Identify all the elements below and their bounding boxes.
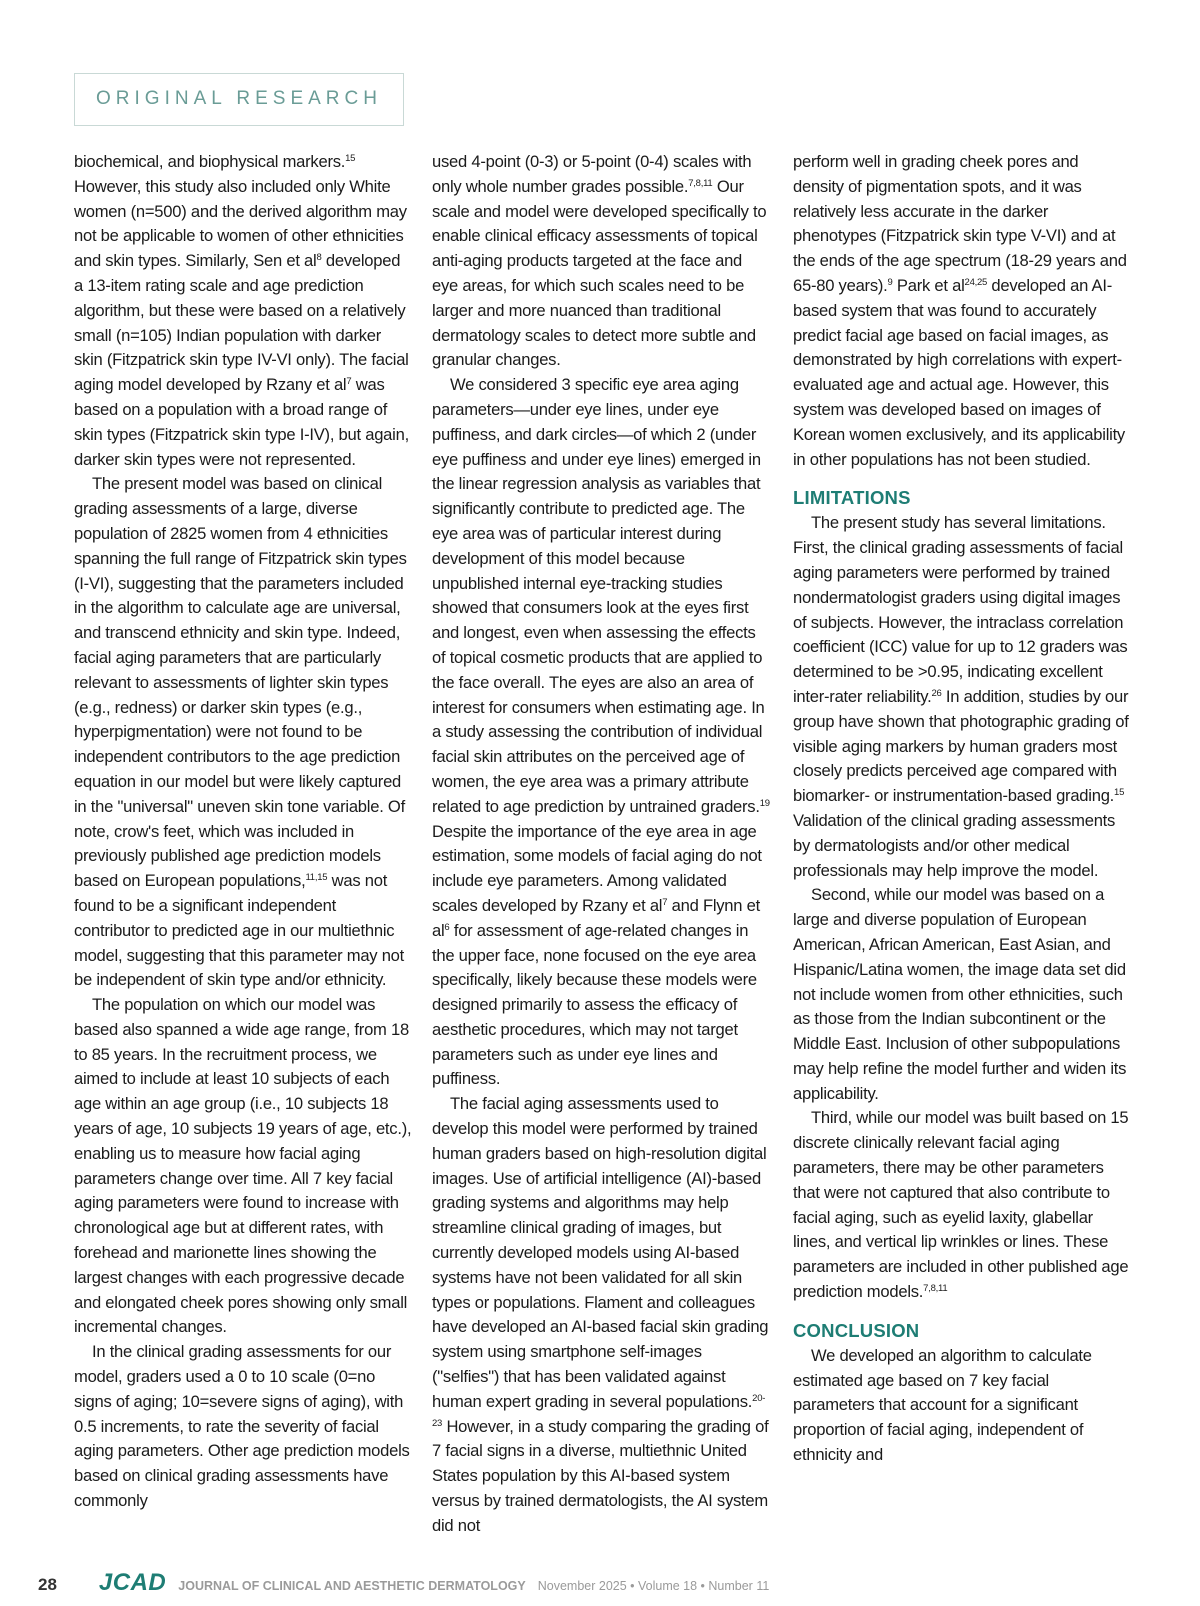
paragraph: used 4-point (0-3) or 5-point (0-4) scales with only whole number grades possible.$^{7,8,11}$ Our scale and model were developed specifically to enable clinical efficacy assessments of topical anti-aging products targeted at the face and eye areas, for which such scales need to be larger and more nuanced than traditional dermatology scales to detect more subtle and granular changes. (432, 152, 767, 370)
section-label: ORIGINAL RESEARCH (96, 88, 382, 109)
citation: 11,15 (305, 872, 328, 884)
paragraph: The facial aging assessments used to develop this model were performed by trained human graders based on high-resolution digital images. Use of artificial intelligence (AI)-based grading systems and algorithms may help streamline clinical grading of images, but currently developed models using AI-based systems have not been validated for all skin types or populations. Flament and colleagues have developed an AI-based facial skin grading system using smartphone self-images ("selfies") that has been validated against human expert grading in several populations.$^{20-23}$ However, in a study comparing the grading of 7 facial signs in a diverse, multiethnic United States population by this AI-based system versus by trained dermatologists, the AI system did not (432, 1094, 769, 1535)
paragraph: Second, while our model was based on a large and diverse population of European American, African American, East Asian, and Hispanic/Latina women, the image data set did not include women from other ethnicities, such as those from the Indian subcontinent or the Middle East. Inclusion of other subpopulations may help refine the model further and widen its applicability. (793, 885, 1127, 1103)
citation: 9 (887, 276, 893, 288)
paragraph: We developed an algorithm to calculate estimated age based on 7 key facial parameters that account for a significant proportion of facial aging, independent of ethnicity and (793, 1345, 1092, 1465)
citation: 7 (662, 896, 668, 908)
paragraph: The population on which our model was based also spanned a wide age range, from 18 to 85 years. In the recruitment process, we aimed to include at least 10 subjects of each age within an age group (i.e., 10 subjects 18 years of age, 10 subjects 19 years of age, etc.), enabling us to measure how facial aging parameters change over time. All 7 key facial aging parameters were found to increase with chronological age but at different rates, with forehead and marionette lines showing the largest changes with each progressive decade and elongated cheek pores showing only small incremental changes. (74, 995, 412, 1337)
text-column-3 (793, 150, 1131, 1468)
page-number: 28 (38, 1575, 57, 1594)
citation: 26 (931, 687, 942, 699)
paragraph: The present model was based on clinical grading assessments of a large, diverse population of 2825 women from 4 ethnicities spanning the full range of Fitzpatrick skin types (I-VI), suggesting that the parameters included in the algorithm to calculate age are universal, and transcend ethnicity and skin type. Indeed, facial aging parameters that are particularly relevant to assessments of lighter skin types (e.g., redness) or darker skin types (e.g., hyperpigmentation) were not found to be independent contributors to the age prediction equation in our model but were likely captured in the "universal" uneven skin tone variable. Of note, crow's feet, which was included in previously published age prediction models based on European populations,$^{11,15}$ was not found to be a significant independent contributor to predicted age in our multiethnic model, suggesting that this parameter may not be independent of skin type and/or ethnicity. (74, 474, 407, 990)
journal-name: JOURNAL OF CLINICAL AND AESTHETIC DERMATOLOGY (178, 1579, 526, 1593)
citation: 7 (346, 376, 352, 388)
paragraph: biochemical, and biophysical markers.$^{15}$ However, this study also included only White women (n=500) and the derived algorithm may not be applicable to women of other ethnicities and skin types. Similarly, Sen et $al^8$ developed a 13-item rating scale and age prediction algorithm, but these were based on a relatively small (n=105) Indian population with darker skin (Fitzpatrick skin type IV-VI only). The facial aging model developed by Rzany et $al^7$ was based on a population with a broad range of skin types (Fitzpatrick skin type I-IV), but again, darker skin types were not represented. (74, 152, 409, 469)
text-column-2 (432, 150, 770, 1539)
paragraph: We considered 3 specific eye area aging parameters—under eye lines, under eye puffiness, and dark circles—of which 2 (under eye puffiness and under eye lines) emerged in the linear regression analysis as variables that significantly contribute to predicted age. The eye area was of particular interest during development of this model because unpublished internal eye-tracking studies showed that consumers look at the eyes first and longest, even when assessing the effects of topical cosmetic products that are applied to the face overall. The eyes are also an area of interest for consumers when estimating age. In a study assessing the contribution of individual facial skin attributes on the perceived age of women, the eye area was a primary attribute related to age prediction by untrained graders.$^{19}$ Despite the importance of the eye area in age estimation, some models of facial aging do not include eye parameters. Among validated scales developed by Rzany et $al^7$ and Flynn et $al^6$ for assessment of age-related changes in the upper face, none focused on the eye area specifically, likely because these models were designed primarily to assess the efficacy of aesthetic procedures, which may not target parameters such as under eye lines and puffiness. (432, 375, 770, 1089)
citation: 19 (759, 797, 770, 809)
paragraph: perform well in grading cheek pores and density of pigmentation spots, and it was relatively less accurate in the darker phenotypes (Fitzpatrick skin type V-VI) and at the ends of the age spectrum (18-29 years and 65-80 years).$^9$ Park et al$^{24,25}$ developed an AI-based system that was found to accurately predict facial age based on facial images, as demonstrated by high correlations with expert-evaluated age and actual age. However, this system was developed based on images of Korean women exclusively, and its applicability in other populations has not been studied. (793, 152, 1127, 469)
section-heading-limitations: LIMITATIONS (793, 487, 911, 509)
citation: 6 (444, 921, 450, 933)
paragraph: In the clinical grading assessments for our model, graders used a 0 to 10 scale (0=no signs of aging; 10=severe signs of aging), with 0.5 increments, to rate the severity of facial aging parameters. Other age prediction models based on clinical grading assessments have commonly (74, 1342, 410, 1511)
text-column-1 (74, 150, 412, 1514)
citation: 8 (316, 252, 322, 264)
page-footer (38, 1569, 769, 1597)
section-heading-conclusion: CONCLUSION (793, 1319, 920, 1341)
paragraph: The present study has several limitations. First, the clinical grading assessments of facial aging parameters were performed by trained nondermatologist graders using digital images of subjects. However, the intraclass correlation coefficient (ICC) value for up to 12 graders was determined to be >0.95, indicating excellent inter-rater reliability.$^{26}$ In addition, studies by our group have shown that photographic grading of visible aging markers by human graders most closely predicts perceived age compared with biomarker- or instrumentation-based grading.$^{15}$ Validation of the clinical grading assessments by dermatologists and/or other medical professionals may help improve the model. (793, 513, 1129, 880)
paragraph: Third, while our model was built based on 15 discrete clinically relevant facial aging parameters, there may be other parameters that were not captured that also contribute to facial aging, such as eyelid laxity, glabellar lines, and vertical lip wrinkles or lines. These parameters are included in other published age prediction models.$^{7,8,11}$ (793, 1108, 1129, 1302)
journal-logo: JCAD (98, 1569, 167, 1596)
citation: 20-23 (432, 1392, 766, 1429)
section-label-box (74, 73, 404, 126)
citation: 24,25 (964, 276, 988, 288)
issue-info: November 2025 • Volume 18 • Number 11 (537, 1579, 770, 1593)
citation: 15 (345, 153, 356, 164)
citation: 7,8,11 (923, 1283, 948, 1295)
citation: 7,8,11 (688, 177, 713, 189)
citation: 15 (1114, 787, 1125, 799)
